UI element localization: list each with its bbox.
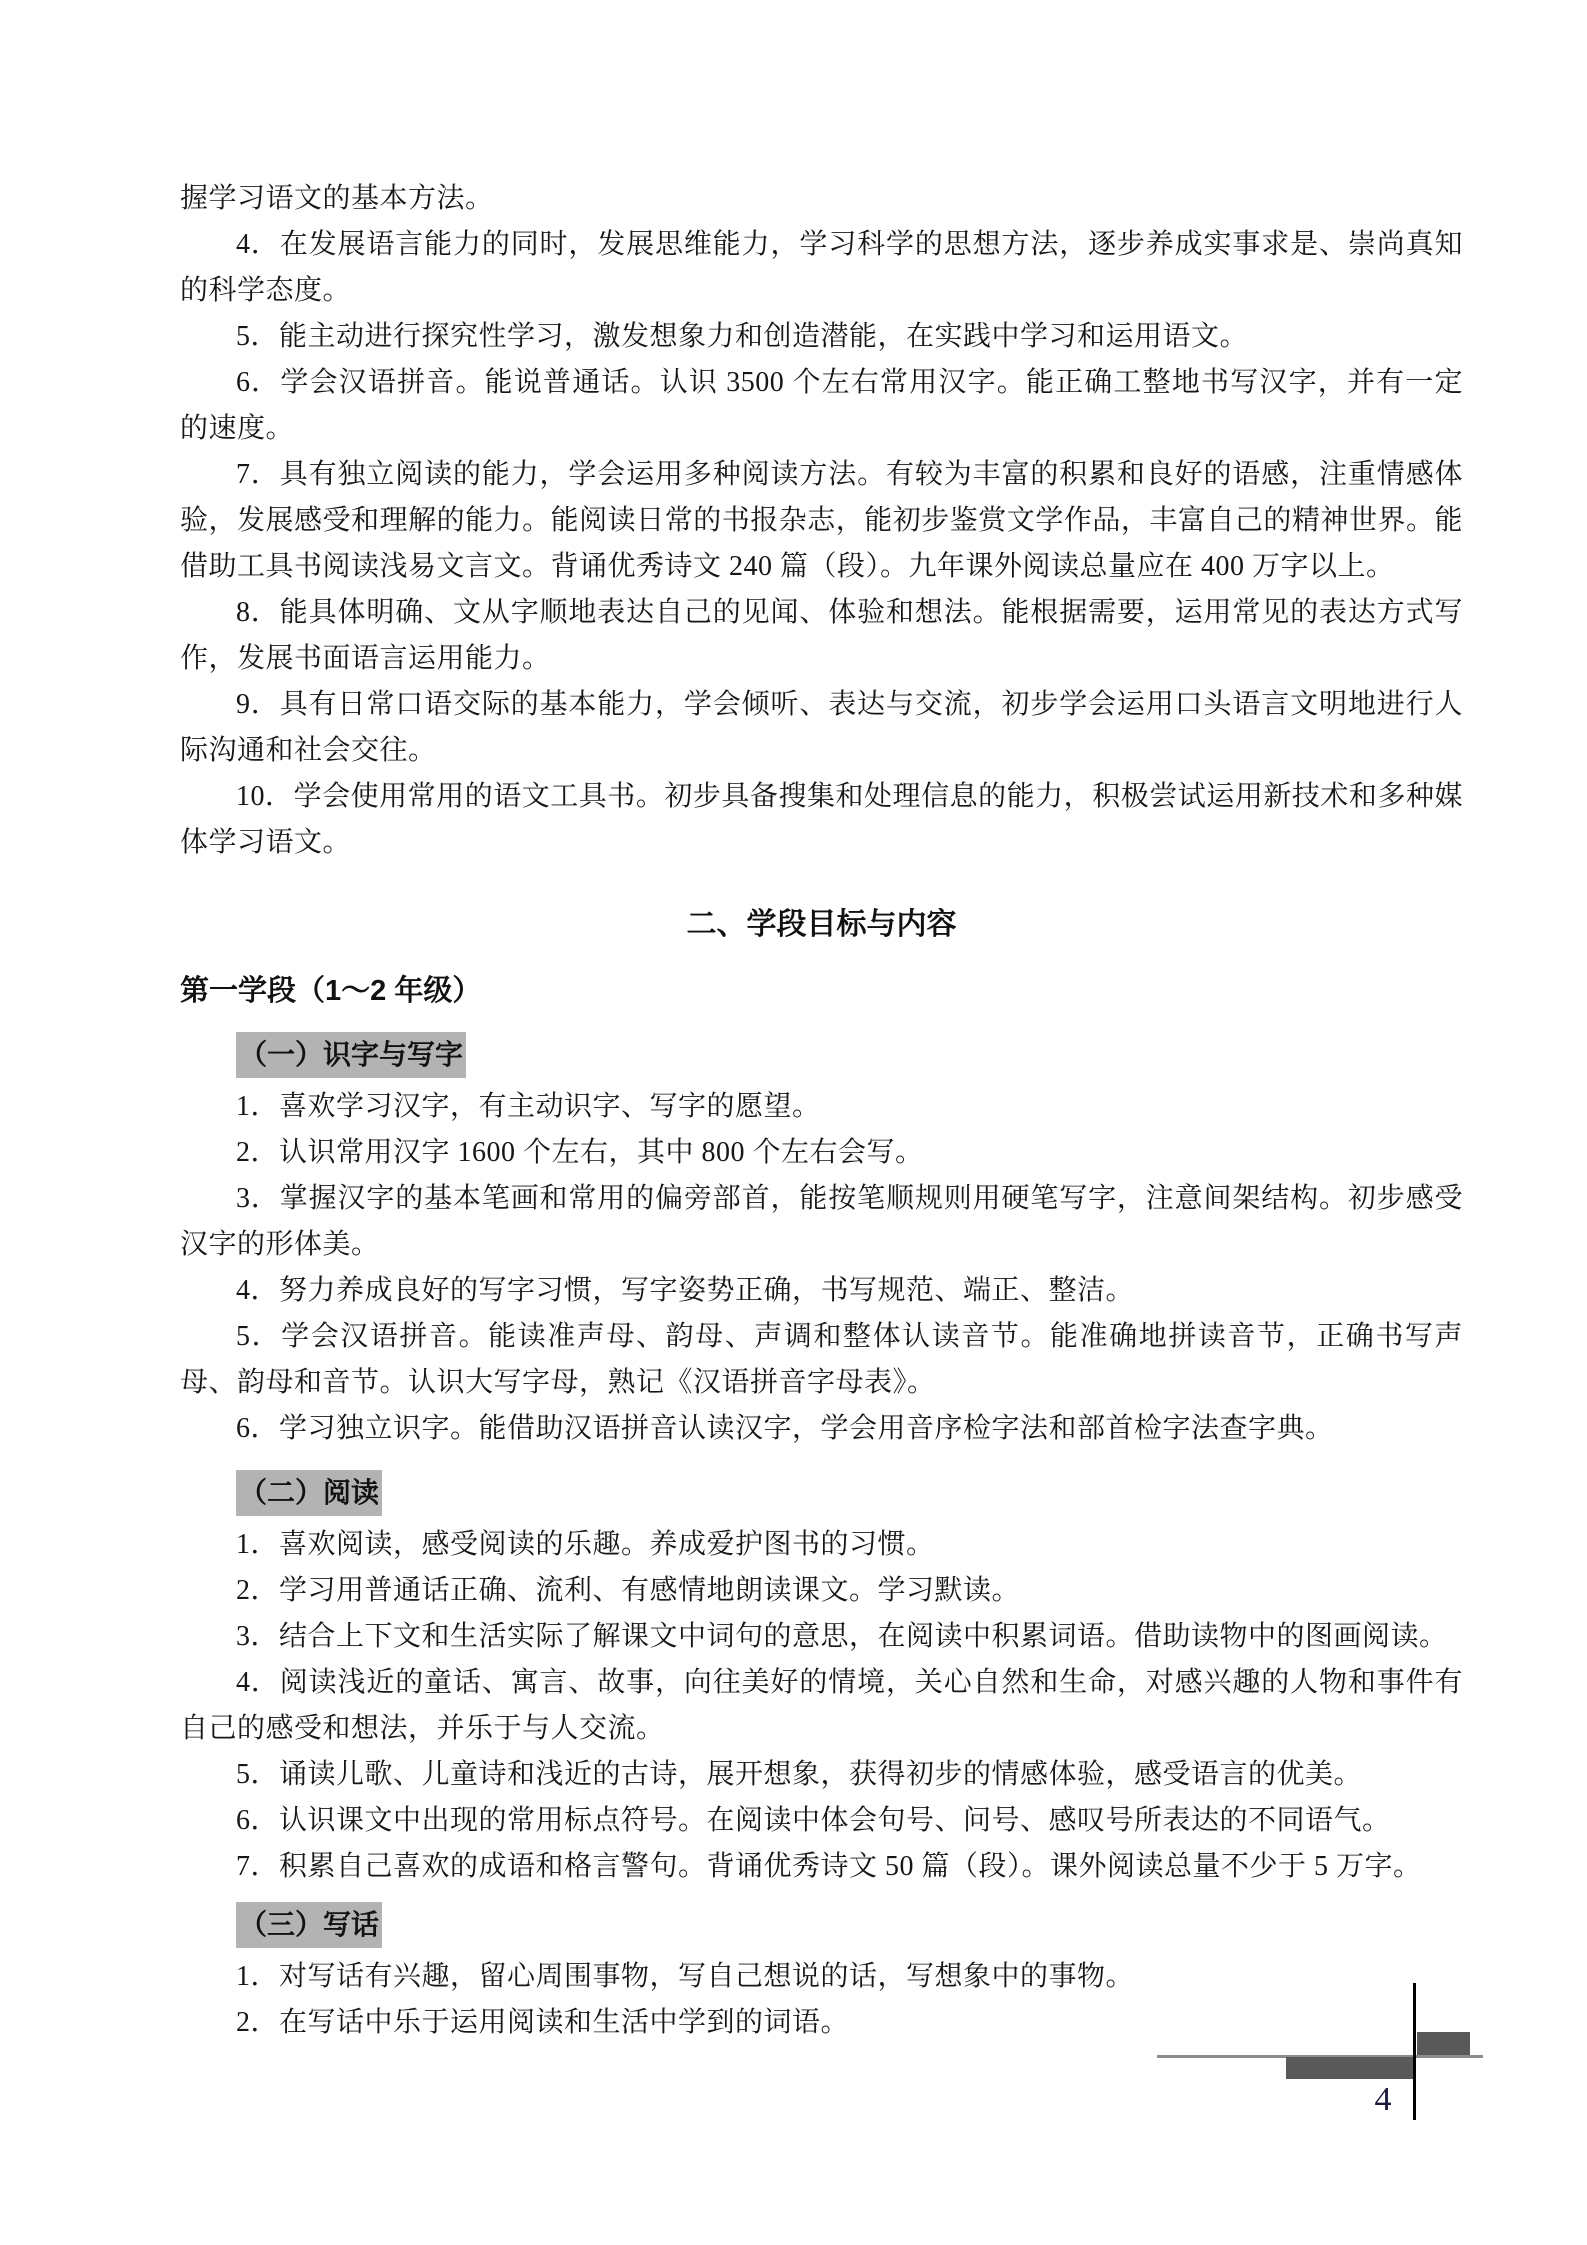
- list-item: 5．诵读儿歌、儿童诗和浅近的古诗，展开想象，获得初步的情感体验，感受语言的优美。: [236, 1759, 1363, 1790]
- list-item: 2．认识常用汉字 1600 个左右，其中 800 个左右会写。: [236, 1137, 924, 1168]
- list-item: 6．学习独立识字。能借助汉语拼音认读汉字，学会用音序检字法和部首检字法查字典。: [236, 1413, 1334, 1444]
- footer-vertical-rule: [1413, 1983, 1416, 2120]
- list-item-goal-9: 9．具有日常口语交际的基本能力，学会倾听、表达与交流，初步学会运用口头语言文明地进行人际沟通和社会交往。: [180, 689, 1463, 766]
- subsection-items-reading: [180, 1522, 1463, 1890]
- subsection-items-writing-sentences: [180, 1954, 1463, 2046]
- footer-decoration-bar-upper: [1417, 2032, 1470, 2055]
- paragraph-continuation: 握学习语文的基本方法。: [180, 183, 494, 214]
- list-item: 1．喜欢阅读，感受阅读的乐趣。养成爱护图书的习惯。: [236, 1529, 935, 1560]
- list-item: 3．结合上下文和生活实际了解课文中词句的意思，在阅读中积累词语。借助读物中的图画阅读。: [236, 1621, 1448, 1652]
- list-item: 2．在写话中乐于运用阅读和生活中学到的词语。: [236, 2007, 850, 2038]
- subsection-title-literacy-writing: （一）识字与写字: [236, 1032, 466, 1078]
- list-item-goal-5: 5．能主动进行探究性学习，激发想象力和创造潜能，在实践中学习和运用语文。: [236, 321, 1249, 352]
- list-item: 7．积累自己喜欢的成语和格言警句。背诵优秀诗文 50 篇（段）。课外阅读总量不少于 5 万字。: [236, 1851, 1422, 1882]
- list-item-goal-8: 8．能具体明确、文从字顺地表达自己的见闻、体验和想法。能根据需要，运用常见的表达方式写作，发展书面语言运用能力。: [180, 597, 1463, 674]
- list-item: 2．学习用普通话正确、流利、有感情地朗读课文。学习默读。: [236, 1575, 1021, 1606]
- list-item: 5．学会汉语拼音。能读准声母、韵母、声调和整体认读音节。能准确地拼读音节，正确书写声母、韵母和音节。认识大写字母，熟记《汉语拼音字母表》。: [180, 1321, 1463, 1398]
- subsection-title-reading: （二）阅读: [236, 1470, 382, 1516]
- list-item: 4．努力养成良好的写字习惯，写字姿势正确，书写规范、端正、整洁。: [236, 1275, 1135, 1306]
- list-item-goal-4: 4．在发展语言能力的同时，发展思维能力，学习科学的思想方法，逐步养成实事求是、崇尚真知的科学态度。: [180, 229, 1463, 306]
- list-item-goal-10: 10．学会使用常用的语文工具书。初步具备搜集和处理信息的能力，积极尝试运用新技术和多种媒体学习语文。: [180, 781, 1463, 858]
- stage-heading: 第一学段（1～2 年级）: [180, 975, 482, 1007]
- list-item: 6．认识课文中出现的常用标点符号。在阅读中体会句号、问号、感叹号所表达的不同语气。: [236, 1805, 1391, 1836]
- page-number: 4: [1374, 2081, 1392, 2118]
- list-item: 1．喜欢学习汉字，有主动识字、写字的愿望。: [236, 1091, 821, 1122]
- list-item: 4．阅读浅近的童话、寓言、故事，向往美好的情境，关心自然和生命，对感兴趣的人物和事件有自己的感受和想法，并乐于与人交流。: [180, 1667, 1463, 1744]
- subsection-items-literacy-writing: [180, 1084, 1463, 1452]
- list-item: 1．对写话有兴趣，留心周围事物，写自己想说的话，写想象中的事物。: [236, 1961, 1135, 1992]
- footer-decoration-bar-lower: [1286, 2057, 1415, 2079]
- list-item-goal-7: 7．具有独立阅读的能力，学会运用多种阅读方法。有较为丰富的积累和良好的语感，注重情感体验，发展感受和理解的能力。能阅读日常的书报杂志，能初步鉴赏文学作品，丰富自己的精神世界。能借助工具书阅读浅易文言文。背诵优秀诗文 240 篇（段）。九年课外阅读总量应在 400 万字以上。: [180, 459, 1463, 582]
- section-heading: 二、学段目标与内容: [686, 908, 957, 941]
- list-item: 3．掌握汉字的基本笔画和常用的偏旁部首，能按笔顺规则用硬笔写字，注意间架结构。初步感受汉字的形体美。: [180, 1183, 1463, 1260]
- list-item-goal-6: 6．学会汉语拼音。能说普通话。认识 3500 个左右常用汉字。能正确工整地书写汉字，并有一定的速度。: [180, 367, 1463, 444]
- subsection-title-writing-sentences: （三）写话: [236, 1902, 382, 1948]
- page-content: [180, 176, 1463, 2046]
